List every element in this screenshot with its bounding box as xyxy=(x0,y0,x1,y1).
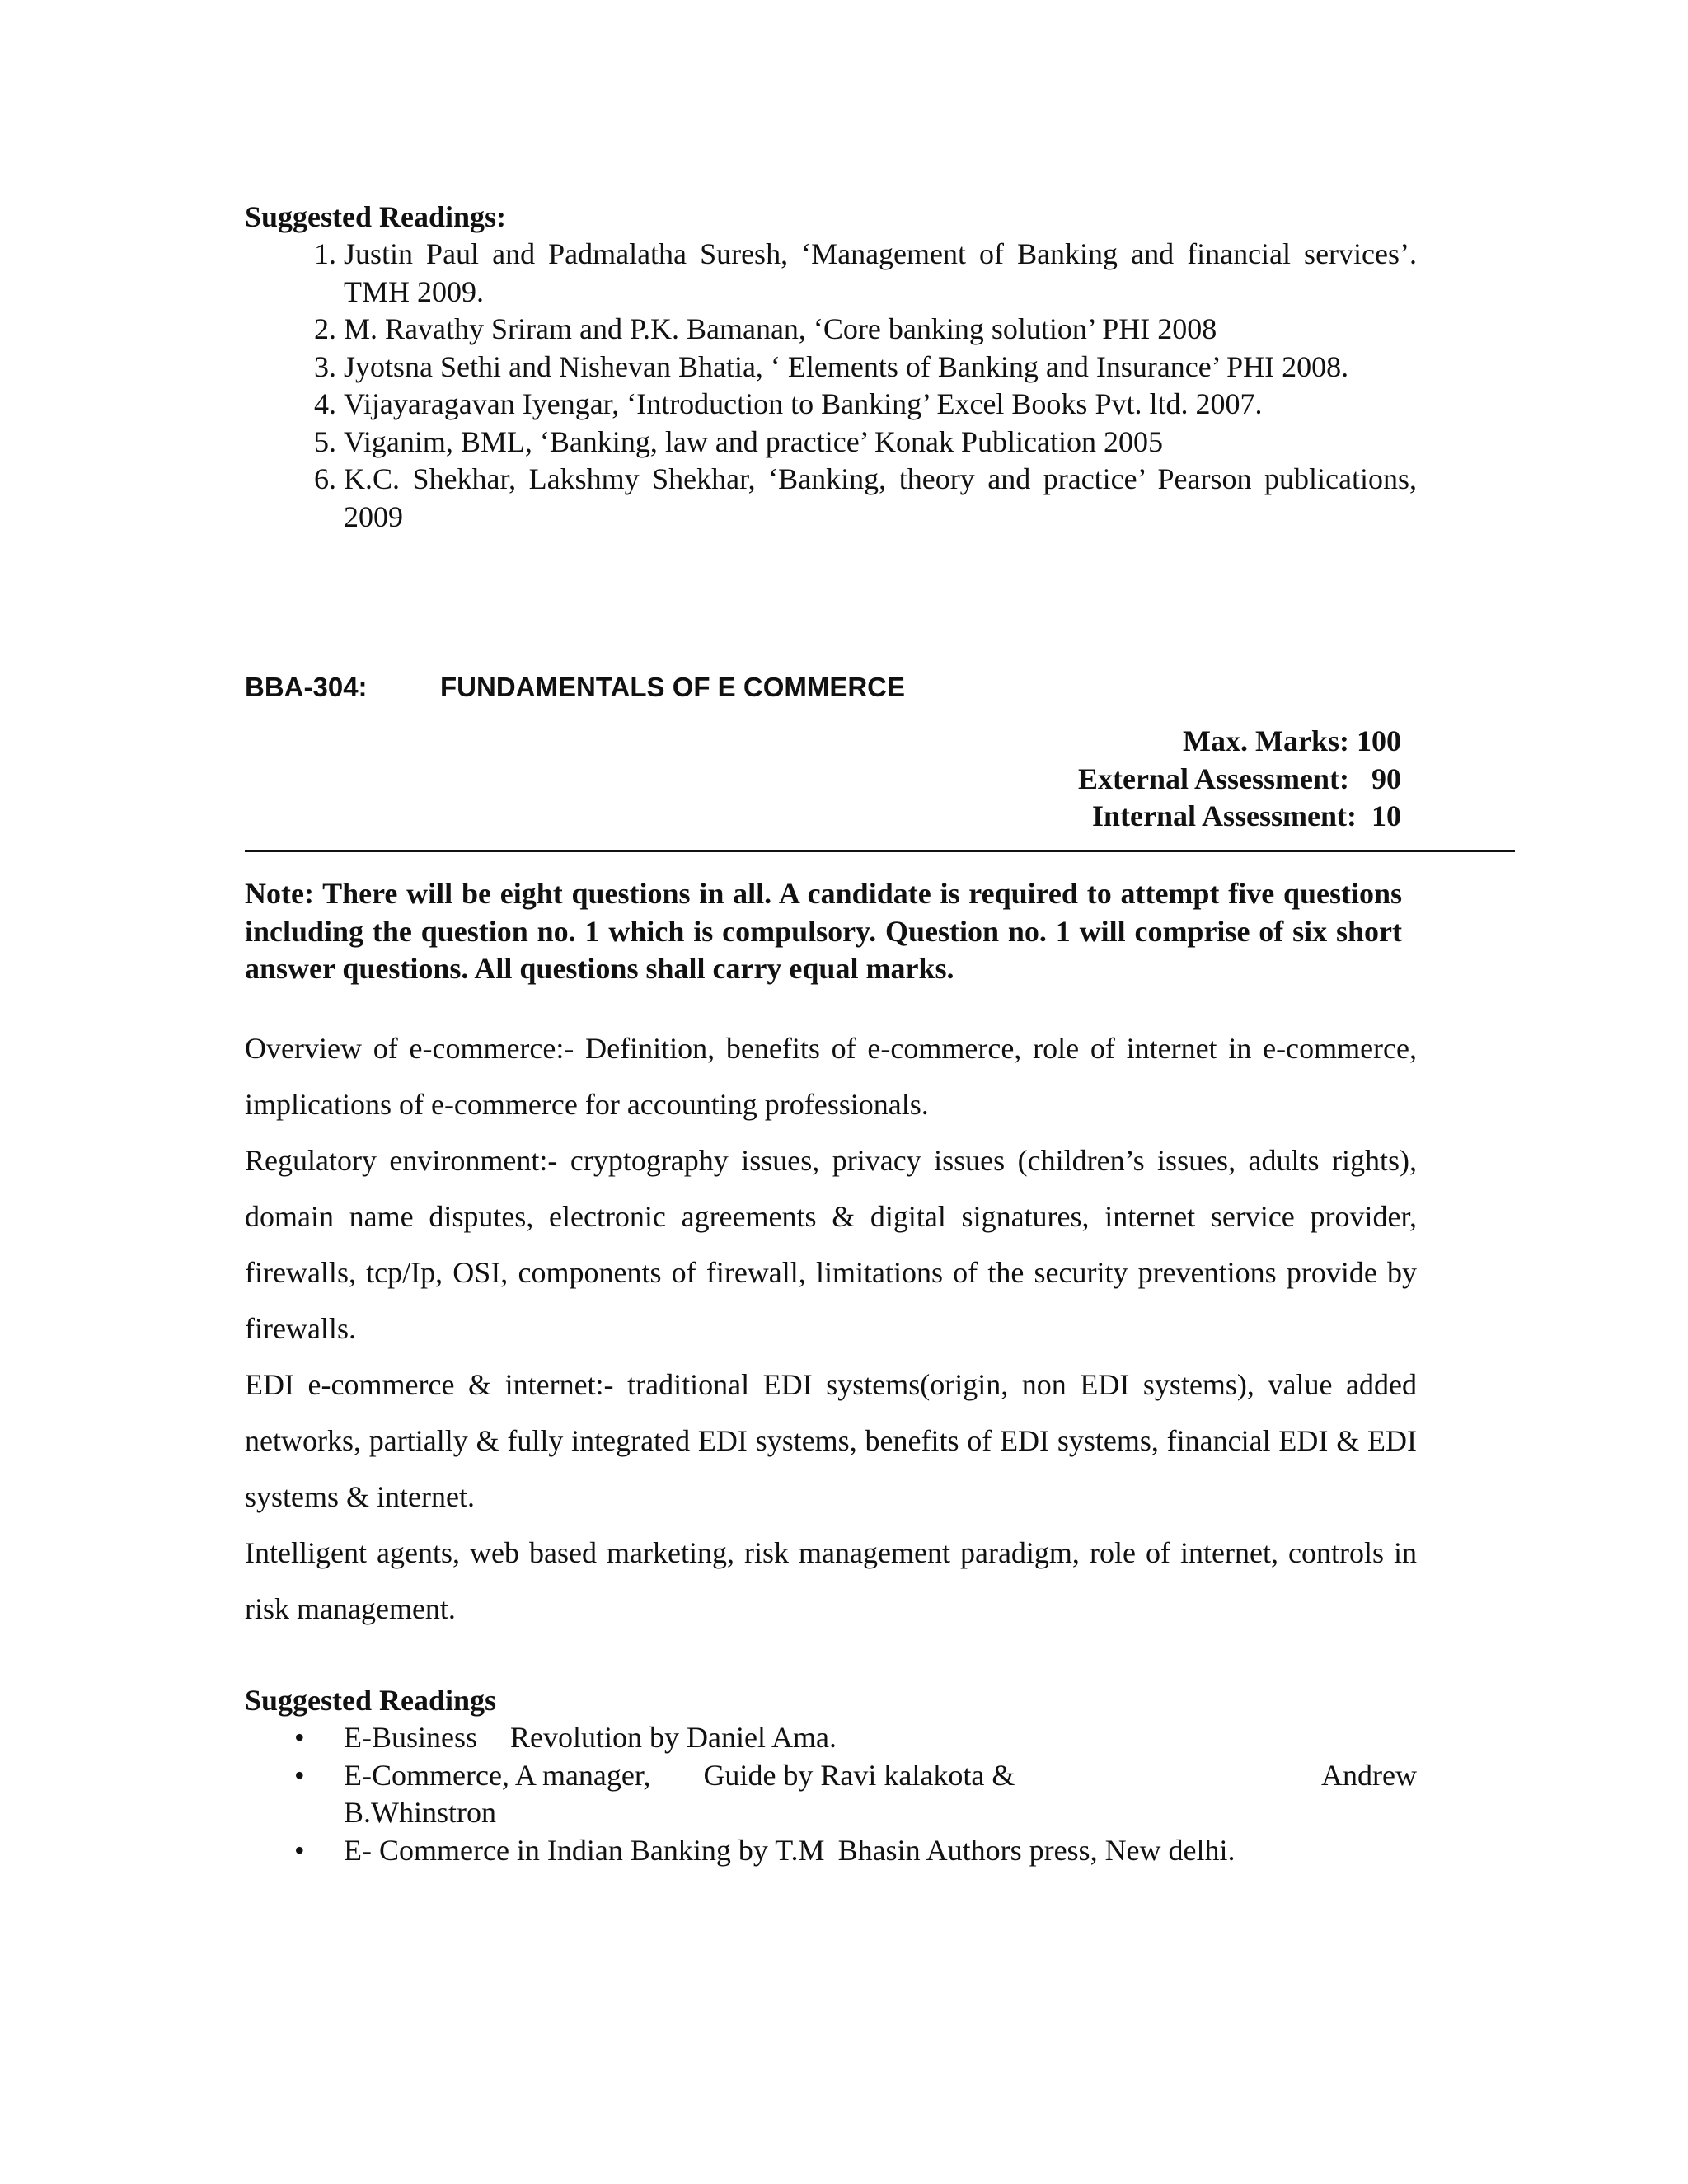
bullet-icon: • xyxy=(294,1721,305,1754)
syllabus-paragraph: Regulatory environment:- cryptography issues, privacy issues (children’s issues, adults rights), domain name disputes, electronic agreements & digital signatures, internet service provider, firewalls, tcp/Ip, OSI, components of firewall, limitations of the security preventions provide by firewalls. xyxy=(245,1144,1417,1345)
max-marks: Max. Marks: 100 xyxy=(1183,724,1401,757)
reading-text: E-Commerce, A manager, xyxy=(344,1758,651,1792)
reading-text: Revolution by Daniel Ama. xyxy=(510,1721,837,1754)
reading-item: 6. K.C. Shekhar, Lakshmy Shekhar, ‘Banking, theory and practice’ Pearson publications, 2009 xyxy=(344,461,1417,536)
course-title: FUNDAMENTALS OF E COMMERCE xyxy=(440,672,906,702)
readings-list xyxy=(245,236,1417,536)
suggested-readings-heading-2: Suggested Readings xyxy=(245,1684,497,1717)
suggested-readings-section-2 xyxy=(245,1681,1417,1869)
marks-block xyxy=(1078,723,1401,836)
external-assessment: External Assessment: 90 xyxy=(1078,762,1401,795)
course-heading xyxy=(245,669,905,705)
syllabus-paragraph: Intelligent agents, web based marketing, risk management paradigm, role of internet, controls in risk management. xyxy=(245,1536,1417,1625)
syllabus-paragraph: Overview of e-commerce:- Definition, benefits of e-commerce, role of internet in e-commerce, implications of e-commerce for accounting professionals. xyxy=(245,1032,1417,1121)
suggested-readings-section xyxy=(245,198,1417,536)
course-code: BBA-304: xyxy=(245,672,368,702)
reading-bullet-item xyxy=(294,1757,1417,1832)
exam-note: Note: There will be eight questions in all. A candidate is required to attempt five questions including the question no. 1 which is compulsory. Question no. 1 will comprise of six short answer questions. All questions shall carry equal marks. xyxy=(245,877,1402,985)
reading-text: E- Commerce in Indian Banking by T.M xyxy=(344,1833,825,1867)
internal-assessment: Internal Assessment: 10 xyxy=(1092,799,1401,832)
syllabus-content xyxy=(245,1020,1417,1637)
bullet-icon: • xyxy=(294,1758,305,1792)
reading-item: 1. Justin Paul and Padmalatha Suresh, ‘Management of Banking and financial services’. TMH 2009. xyxy=(344,236,1417,311)
suggested-readings-heading: Suggested Readings: xyxy=(245,200,507,233)
horizontal-rule xyxy=(245,850,1515,852)
reading-text: Guide by Ravi kalakota & xyxy=(703,1758,1015,1792)
reading-item: 4. Vijayaragavan Iyengar, ‘Introduction to Banking’ Excel Books Pvt. ltd. 2007. xyxy=(344,386,1417,424)
reading-item: 5. Viganim, BML, ‘Banking, law and practice’ Konak Publication 2005 xyxy=(344,424,1417,462)
reading-item: 3. Jyotsna Sethi and Nishevan Bhatia, ‘ Elements of Banking and Insurance’ PHI 2008. xyxy=(344,349,1417,387)
reading-item: 2. M. Ravathy Sriram and P.K. Bamanan, ‘Core banking solution’ PHI 2008 xyxy=(344,311,1417,349)
readings-bullet-list xyxy=(245,1719,1417,1869)
reading-bullet-item xyxy=(294,1832,1417,1870)
reading-text: Andrew xyxy=(1321,1758,1417,1792)
syllabus-paragraph: EDI e-commerce & internet:- traditional EDI systems(origin, non EDI systems), value added networks, partially & fully integrated EDI systems, benefits of EDI systems, financial EDI & EDI systems & internet. xyxy=(245,1368,1417,1513)
reading-text: Bhasin Authors press, New delhi. xyxy=(837,1833,1236,1867)
bullet-icon: • xyxy=(294,1833,305,1867)
reading-bullet-item xyxy=(294,1719,1417,1757)
reading-text: E-Business xyxy=(344,1721,477,1754)
reading-text: B.Whinstron xyxy=(344,1796,496,1829)
